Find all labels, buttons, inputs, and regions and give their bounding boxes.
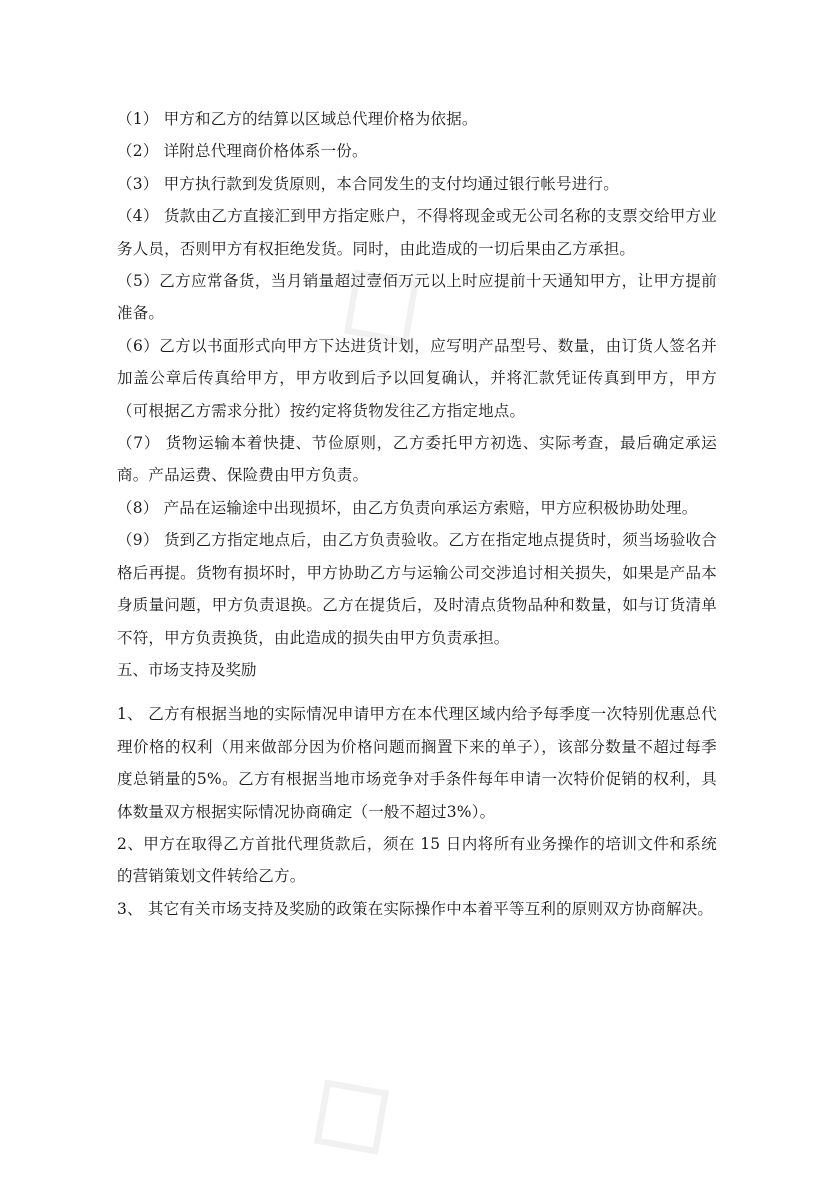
clause-5: （5）乙方应常备货，当月销量超过壹佰万元以上时应提前十天通知甲方，让甲方提前准备。	[117, 272, 717, 323]
clause-9: （9） 货到乙方指定地点后，由乙方负责验收。乙方在指定地点提货时，须当场验收合格后再提。货物有损坏时，甲方协助乙方与运输公司交涉追讨相关损失，如果是产品本身质量问题，甲方负责退换。乙方在提货后，及时清点货物品种和数量，如与订货清单不符，甲方负责换货，由此造成的损失由甲方负责承担。	[117, 531, 717, 647]
document-body	[117, 103, 717, 925]
section-heading: 五、市场支持及奖励	[117, 660, 257, 679]
clause-7: （7） 货物运输本着快捷、节俭原则，乙方委托甲方初选、实际考查，最后确定承运商。产品运费、保险费由甲方负责。	[117, 434, 717, 485]
watermark: ◇	[268, 1026, 424, 1193]
clause-2: （2） 详附总代理商价格体系一份。	[117, 142, 368, 161]
support-item-2: 2、甲方在取得乙方首批代理货款后，须在 15 日内将所有业务操作的培训文件和系统的营销策划文件转给乙方。	[117, 834, 717, 886]
clause-6: （6）乙方以书面形式向甲方下达进货计划，应写明产品型号、数量，由订货人签名并加盖公章后传真给甲方，甲方收到后予以回复确认，并将汇款凭证传真到甲方，甲方（可根据乙方需求分批）按约定将货物发往乙方指定地点。	[117, 336, 717, 420]
clause-3: （3） 甲方执行款到发货原则，本合同发生的支付均通过银行帐号进行。	[117, 174, 619, 193]
clause-1: （1） 甲方和乙方的结算以区域总代理价格为依据。	[117, 110, 478, 128]
clause-4: （4） 货款由乙方直接汇到甲方指定账户，不得将现金或无公司名称的支票交给甲方业务人员，否则甲方有权拒绝发货。同时，由此造成的一切后果由乙方承担。	[117, 207, 717, 258]
support-item-1: 1、 乙方有根据当地的实际情况申请甲方在本代理区域内给予每季度一次特别优惠总代理价格的权利（用来做部分因为价格问题而搁置下来的单子），该部分数量不超过每季度总销量的5%。乙方有根据当地市场竞争对手条件每年申请一次特价促销的权利，具体数量双方根据实际情况协商确定（一般不超过3%）。	[117, 705, 717, 821]
support-item-3: 3、 其它有关市场支持及奖励的政策在实际操作中本着平等互利的原则双方协商解决。	[117, 899, 714, 918]
watermark: ◇	[298, 216, 454, 383]
clause-8: （8） 产品在运输途中出现损坏，由乙方负责向承运方索赔，甲方应积极协助处理。	[117, 498, 698, 517]
